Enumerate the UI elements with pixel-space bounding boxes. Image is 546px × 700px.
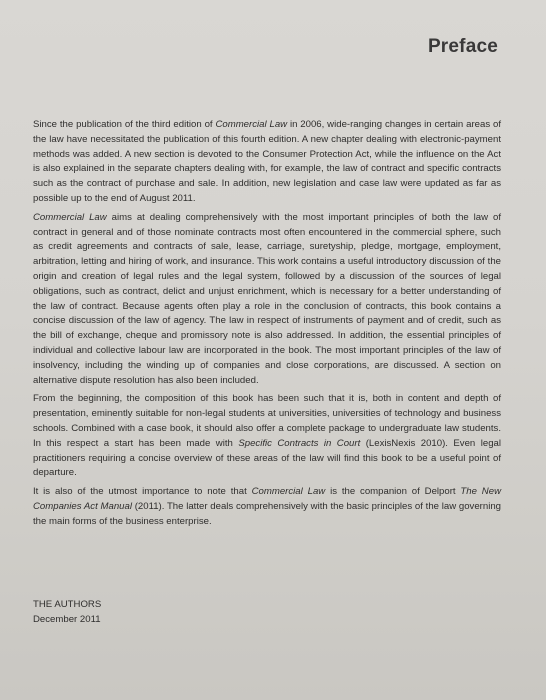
page-title: Preface [427,36,498,57]
text-run: From the beginning, the composition of this book has been such that it is, both in content and depth of presentation, eminently suitable for non-legal students at universities, universities of technology and business schools. Combined with a case book, it should also offer a complete package to undergraduate law students. In this respect a start has been made with [33,393,501,449]
text-run: in 2006, wide-ranging changes in certain areas of the law have necessitated the publication of this fourth edition. A new chapter dealing with electronic-payment methods was added. A new section is devoted to the Consumer Protection Act, while the influence on the Act is also explained in the separate chapters dealing with, for example, the law of contract and specific contracts such as the contract of purchase and sale. In addition, new legislation and case law were updated as far as possible up to the end of August 2011. [33,119,501,204]
book-title-companies-act-manual: The New Companies Act Manual [33,486,501,512]
text-run: It is also of the utmost importance to note that [33,486,252,498]
paragraph-4 [33,485,501,529]
book-title-commercial-law: Commercial Law [33,211,107,223]
book-title-specific-contracts: Specific Contracts in Court [238,437,361,449]
text-run: Since the publication of the third edition of [33,119,216,130]
paragraph-2 [33,211,501,389]
signature-author: THE AUTHORS [33,599,102,610]
book-title-commercial-law: Commercial Law [215,119,288,130]
book-title-commercial-law: Commercial Law [251,486,326,498]
text-run: (LexisNexis 2010). Even legal practitioners requiring a concise overview of these areas of the law will find this book to be a useful point of departure. [33,437,501,479]
text-run: is the companion of Delport [325,486,461,498]
preface-body [33,118,501,534]
paragraph-1 [33,118,501,207]
signature-date: December 2011 [33,613,101,625]
text-run: aims at dealing comprehensively with the most important principles of both the law of contract in general and of those nominate contracts most often encountered in the commercial sphere, such as credit agreements and contracts of sale, lease, carriage, suretyship, pledge, mortgage, employment, arbitration, letting and hiring of work, and insurance. This work contains a useful introductory discussion of the origin and creation of legal rules and the legal system, followed by a discussion of the sources of legal obligations, such as contract, delict and unjust enrichment, which is necessary for a better understanding of the law of contract. Because agents often play a role in the conclusion of contracts, this book contains a concise discussion of the law of agency. The law in respect of instruments of payment and of credit, such as the bill of exchange, cheque and promissory note is also addressed. In addition, the essential principles of individual and collective labour law are incorporated in the book. The most important principles of the law of insolvency, including the winding up of companies and close corporations, are discussed. A section on alternative dispute resolution has also been included. [33,211,501,386]
paragraph-3 [33,392,501,481]
signature-block [33,598,101,628]
text-run: (2011). The latter deals comprehensively with the basic principles of the law governing the main forms of the business enterprise. [33,500,501,527]
